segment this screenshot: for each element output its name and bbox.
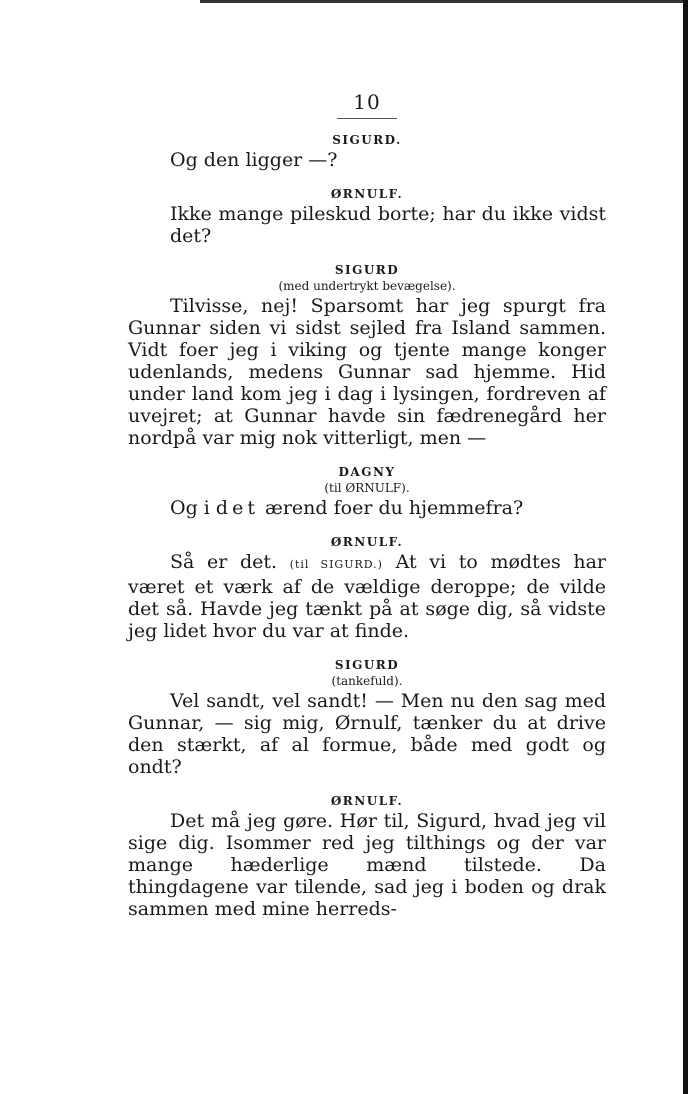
speaker-label: SIGURD	[334, 263, 400, 277]
spaced-emphasis: det	[215, 497, 259, 519]
page-number: 10	[337, 90, 397, 119]
stage-direction: (til ØRNULF).	[324, 481, 410, 495]
dialogue-line: Ikke mange pileskud borte; har du ikke vidst det?	[170, 203, 606, 247]
dialogue-text: At vi to mødtes har været et værk af de vældige deroppe; de vilde det så. Havde jeg tænkt på at søge dig, så vidste jeg lidet hvor du var at finde.	[128, 551, 607, 642]
speaker-label: ØRNULF.	[330, 187, 404, 201]
dialogue-text: ærend foer du hjemmefra?	[258, 497, 524, 519]
speaker-label: SIGURD	[334, 658, 400, 672]
dialogue-line: Og den ligger —?	[170, 149, 338, 171]
dialogue-text: Og i	[170, 497, 216, 519]
book-page	[128, 90, 606, 920]
speaker-label: ØRNULF.	[330, 535, 404, 549]
dialogue-paragraph	[128, 551, 606, 642]
dialogue-paragraph: Tilvisse, nej! Sparsomt har jeg spurgt fra Gunnar siden vi sidst sejled fra Island sammen. Vidt foer jeg i viking og tjente mange konger udenlands, medens Gunnar sad hjemme. Hid under land kom jeg i dag i lysingen, fordreven af uvejret; at Gunnar havde sin fædrenegård her nordpå var mig nok vitterligt, men —	[128, 295, 606, 449]
dialogue-paragraph: Vel sandt, vel sandt! — Men nu den sag med Gunnar, — sig mig, Ørnulf, tænker du at drive den stærkt, af al formue, både med godt og ondt?	[128, 690, 606, 778]
speaker-label: SIGURD.	[332, 133, 402, 147]
speaker-label: DAGNY	[338, 465, 396, 479]
dialogue-text: Så er det.	[170, 551, 290, 573]
aside-direction: (til SIGURD.)	[289, 558, 383, 571]
stage-direction: (med undertrykt bevægelse).	[278, 279, 456, 293]
dialogue-line	[128, 497, 606, 519]
scan-top-edge	[200, 0, 688, 3]
speaker-label: ØRNULF.	[330, 794, 404, 808]
stage-direction: (tankefuld).	[331, 674, 403, 688]
scan-right-edge	[683, 0, 688, 1094]
dialogue-paragraph: Det må jeg gøre. Hør til, Sigurd, hvad jeg vil sige dig. Isommer red jeg tilthings og der var mange hæderlige mænd tilstede. Da thingdagene var tilende, sad jeg i boden og drak sammen med mine herreds-	[128, 810, 606, 920]
